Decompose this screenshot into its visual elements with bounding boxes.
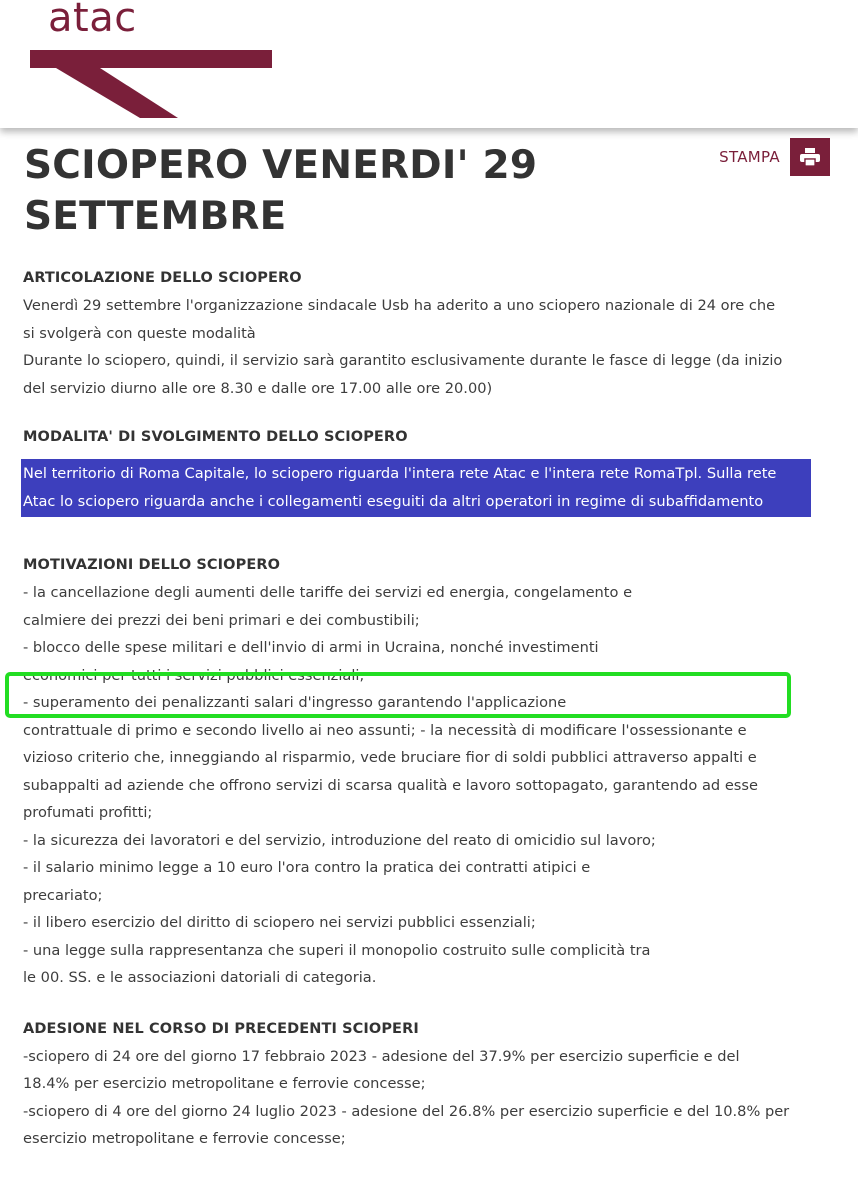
- text-line: vizioso criterio che, inneggiando al risparmio, vede bruciare fior di soldi pubblici attraverso appalti e: [23, 749, 757, 766]
- print-label[interactable]: STAMPA: [719, 148, 780, 166]
- text-line: calmiere dei prezzi dei beni primari e dei combustibili;: [23, 611, 420, 629]
- heading-modalita: MODALITA' DI SVOLGIMENTO DELLO SCIOPERO: [23, 429, 408, 445]
- text-line: - la sicurezza dei lavoratori e del servizio, introduzione del reato di omicidio sul lavoro;: [23, 831, 656, 849]
- text-line: - il salario minimo legge a 10 euro l'ora contro la pratica dei contratti atipici e: [23, 859, 591, 876]
- title-line-2: SETTEMBRE: [24, 194, 287, 239]
- text-line: 18.4% per esercizio metropolitane e ferrovie concesse;: [23, 1075, 426, 1092]
- text-line: Durante lo sciopero, quindi, il servizio sarà garantito esclusivamente durante le fasce di legge (da inizio: [23, 352, 783, 369]
- text-line: profumati profitti;: [23, 804, 153, 821]
- text-line: si svolgerà con queste modalità: [23, 324, 256, 342]
- text-line: -sciopero di 24 ore del giorno 17 febbraio 2023 - adesione del 37.9% per esercizio superficie e del: [23, 1047, 740, 1065]
- text-line: le 00. SS. e le associazioni datoriali di categoria.: [23, 969, 377, 986]
- text-line: Venerdì 29 settembre l'organizzazione sindacale Usb ha aderito a uno sciopero nazionale di 24 ore che: [23, 297, 776, 314]
- article-body: [23, 264, 838, 1153]
- text-motivazioni: [23, 579, 838, 992]
- site-header: [0, 0, 858, 128]
- heading-articolazione: ARTICOLAZIONE DELLO SCIOPERO: [23, 270, 302, 286]
- print-control[interactable]: [719, 138, 830, 176]
- text-line: - il libero esercizio del diritto di sciopero nei servizi pubblici essenziali;: [23, 914, 536, 931]
- text-line: subappalti ad aziende che offrono servizi di scarsa qualità e lavoro sottopagato, garantendo ad esse: [23, 776, 758, 794]
- selected-text-modalita[interactable]: [21, 459, 811, 517]
- text-line: - superamento dei penalizzanti salari d'ingresso garantendo l'applicazione: [23, 694, 567, 711]
- text-line: -sciopero di 4 ore del giorno 24 luglio 2023 - adesione del 26.8% per esercizio superficie e del 10.8% per: [23, 1102, 790, 1120]
- text-line: - una legge sulla rappresentanza che superi il monopolio costruito sulle complicità tra: [23, 941, 651, 959]
- text-line: - la cancellazione degli aumenti delle tariffe dei servizi ed energia, congelamento e: [23, 584, 633, 601]
- text-line: contrattuale di primo e secondo livello ai neo assunti; - la necessità di modificare l'ossessionante e: [23, 721, 747, 739]
- page-title: [24, 140, 664, 242]
- atac-logo[interactable]: atac: [48, 0, 137, 41]
- text-articolazione: [23, 292, 838, 402]
- heading-adesione: ADESIONE NEL CORSO DI PRECEDENTI SCIOPERI: [23, 1020, 419, 1037]
- atac-logo-mark[interactable]: [30, 50, 280, 120]
- print-button[interactable]: [790, 138, 830, 176]
- text-line: Atac lo sciopero riguarda anche i collegamenti eseguiti da altri operatori in regime di subaffidamento: [23, 493, 764, 510]
- text-line: - blocco delle spese militari e dell'invio di armi in Ucraina, nonché investimenti: [23, 639, 599, 656]
- heading-motivazioni: MOTIVAZIONI DELLO SCIOPERO: [23, 557, 281, 573]
- text-line: del servizio diurno alle ore 8.30 e dalle ore 17.00 alle ore 20.00): [23, 379, 493, 397]
- text-adesione: [23, 1043, 838, 1153]
- text-line: precariato;: [23, 886, 103, 904]
- text-line: economici per tutti i servizi pubblici essenziali;: [23, 666, 365, 684]
- printer-icon: [800, 148, 820, 166]
- text-line: Nel territorio di Roma Capitale, lo sciopero riguarda l'intera rete Atac e l'intera rete RomaTpl. Sulla rete: [23, 465, 777, 482]
- text-line: esercizio metropolitane e ferrovie concesse;: [23, 1130, 346, 1147]
- title-line-1: SCIOPERO VENERDI' 29: [24, 143, 538, 188]
